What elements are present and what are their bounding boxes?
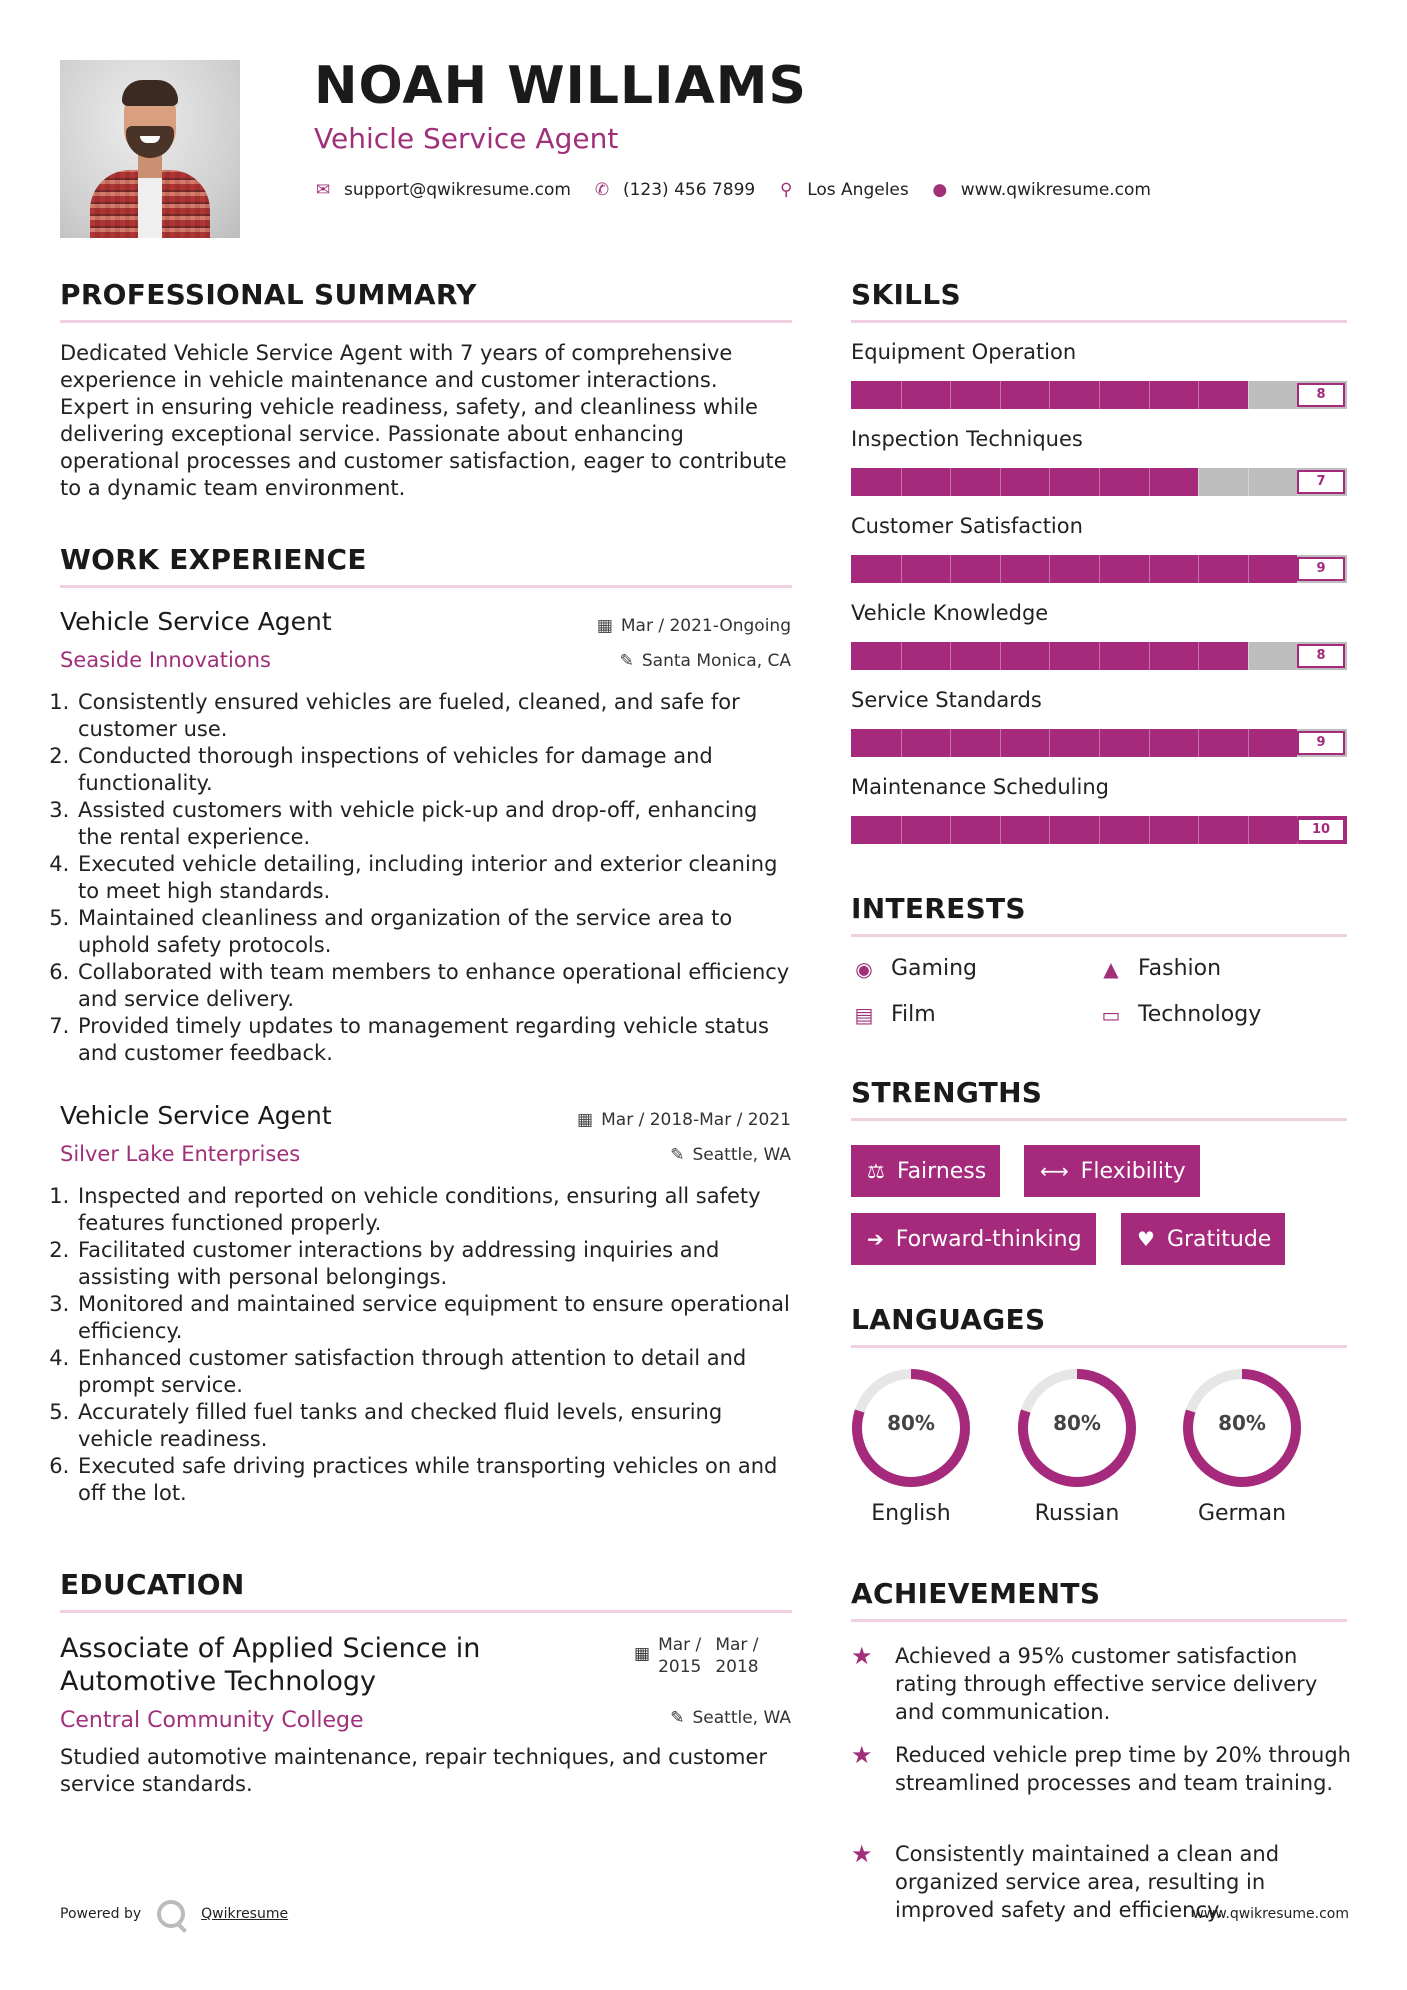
contact-phone[interactable]	[593, 180, 755, 200]
summary-heading: PROFESSIONAL SUMMARY	[60, 278, 477, 311]
skill-bar-segment	[1149, 555, 1150, 583]
list-item: 3. Monitored and maintained service equipment to ensure operational efficiency.	[76, 1291, 798, 1345]
skill-name: Service Standards	[851, 688, 1042, 712]
footer-branding	[60, 1900, 288, 1928]
skill-bar-segment	[1049, 381, 1050, 409]
summary-divider	[60, 320, 792, 323]
strength-label: Flexibility	[1080, 1158, 1186, 1184]
skill-bar-segment	[1248, 642, 1249, 670]
skill-bar-segment	[1000, 468, 1001, 496]
job-2-location-text: Seattle, WA	[692, 1145, 791, 1165]
skill-bar-segment	[1248, 816, 1249, 844]
strength-label: Fairness	[896, 1158, 987, 1184]
skill-bar-segment	[1099, 816, 1100, 844]
education-end-top: Mar /	[715, 1635, 759, 1655]
skill-bar-segment	[1198, 642, 1199, 670]
phone-text: (123) 456 7899	[622, 180, 756, 200]
skill-bar-segment	[901, 816, 902, 844]
strengths-divider	[851, 1118, 1347, 1121]
institution-name: Central Community College	[60, 1708, 364, 1733]
skill-level: 9	[1297, 731, 1345, 755]
skill-bar-segment	[950, 555, 951, 583]
language-percent: 80%	[887, 1411, 935, 1435]
candidate-role: Vehicle Service Agent	[314, 122, 619, 155]
list-item: 1. Inspected and reported on vehicle conditions, ensuring all safety features functioned properly.	[76, 1183, 798, 1237]
interest-label: Technology	[1138, 1002, 1262, 1027]
skill-bar-fill	[851, 555, 1297, 583]
language-name: Russian	[1034, 1501, 1120, 1526]
list-item: 6. Executed safe driving practices while transporting vehicles on and off the lot.	[76, 1453, 798, 1507]
skill-level: 8	[1297, 383, 1345, 407]
achievement-text: Achieved a 95% customer satisfaction rating through effective service delivery and communication.	[895, 1644, 1318, 1724]
job-2-company: Silver Lake Enterprises	[60, 1142, 301, 1166]
skill-name: Customer Satisfaction	[851, 514, 1083, 538]
skill-bar-segment	[1198, 381, 1199, 409]
skill-bar	[851, 816, 1347, 844]
skill-bar-segment	[950, 729, 951, 757]
language-percent: 80%	[1053, 1411, 1101, 1435]
interests-heading: INTERESTS	[851, 892, 1026, 925]
skill-bar-segment	[1248, 729, 1249, 757]
skill-bar-segment	[1000, 381, 1001, 409]
skill-bar-segment	[901, 729, 902, 757]
skill-bar-segment	[1248, 555, 1249, 583]
star-icon: ★	[851, 1642, 873, 1670]
strength-label: Gratitude	[1166, 1226, 1272, 1252]
skill-bar-segment	[1000, 642, 1001, 670]
strength-badge-flexibility	[1024, 1145, 1200, 1197]
skill-bar-segment	[950, 468, 951, 496]
language-percent: 80%	[1218, 1411, 1266, 1435]
skill-bar-fill	[851, 468, 1198, 496]
list-item: 1. Consistently ensured vehicles are fueled, cleaned, and safe for customer use.	[76, 689, 798, 743]
brand-link[interactable]: Qwikresume	[201, 1906, 289, 1922]
skill-bar-segment	[1099, 729, 1100, 757]
skill-bar-segment	[1198, 468, 1199, 496]
skill-bar	[851, 555, 1347, 583]
pin-icon: ✎	[670, 1708, 685, 1728]
language-russian	[1016, 1367, 1138, 1526]
job-1-location-text: Santa Monica, CA	[641, 651, 791, 671]
skill-bar-segment	[1099, 381, 1100, 409]
skill-bar-segment	[950, 816, 951, 844]
powered-by-text: Powered by	[60, 1906, 142, 1922]
job-2-location	[670, 1145, 791, 1165]
education-divider	[60, 1610, 792, 1613]
skill-name: Inspection Techniques	[851, 427, 1083, 451]
skill-level: 8	[1297, 644, 1345, 668]
experience-heading: WORK EXPERIENCE	[60, 543, 367, 576]
education-dates	[634, 1634, 759, 1678]
list-item: 4. Executed vehicle detailing, including interior and exterior cleaning to meet high standards.	[76, 851, 798, 905]
job-1-location	[620, 651, 791, 671]
list-item: 5. Maintained cleanliness and organization of the service area to uphold safety protocols.	[76, 905, 798, 959]
skill-bar	[851, 729, 1347, 757]
skill-bar-segment	[1049, 729, 1050, 757]
job-1-dates	[597, 616, 791, 636]
languages-heading: LANGUAGES	[851, 1303, 1046, 1336]
skill-bar-segment	[950, 381, 951, 409]
achievements-divider	[851, 1619, 1347, 1622]
education-start-bottom: 2015	[658, 1657, 702, 1677]
skill-bar-segment	[1099, 555, 1100, 583]
skill-level: 10	[1297, 818, 1345, 842]
education-end	[715, 1634, 758, 1678]
arrow-right-icon: ➔	[867, 1227, 884, 1251]
skill-bar	[851, 642, 1347, 670]
globe-icon: ●	[932, 180, 948, 200]
laptop-icon: ▭	[1101, 1002, 1121, 1027]
interest-label: Fashion	[1138, 956, 1222, 981]
skill-bar-segment	[1049, 642, 1050, 670]
degree-title: Associate of Applied Science in Automotive Technology	[60, 1633, 481, 1697]
skill-level: 9	[1297, 557, 1345, 581]
interest-label: Gaming	[891, 956, 977, 981]
list-item: 6. Collaborated with team members to enhance operational efficiency and service delivery.	[76, 959, 798, 1013]
achievement-item	[851, 1642, 1351, 1726]
skill-bar-segment	[1099, 468, 1100, 496]
skill-bar-fill	[851, 729, 1297, 757]
achievement-text: Reduced vehicle prep time by 20% through streamlined processes and team training.	[895, 1743, 1351, 1795]
skill-bar-segment	[1198, 729, 1199, 757]
pin-icon: ✎	[619, 651, 634, 671]
skill-bar-segment	[901, 642, 902, 670]
skill-bar	[851, 381, 1347, 409]
skill-bar-segment	[950, 642, 951, 670]
experience-divider	[60, 585, 792, 588]
calendar-icon: ▦	[634, 1644, 651, 1664]
education-description: Studied automotive maintenance, repair techniques, and customer service standards.	[60, 1745, 768, 1796]
skill-bar-segment	[1149, 468, 1150, 496]
skill-bar-segment	[1000, 729, 1001, 757]
profile-photo	[60, 60, 240, 238]
skills-divider	[851, 320, 1347, 323]
skills-heading: SKILLS	[851, 278, 961, 311]
envelope-icon: ✉	[315, 180, 331, 200]
star-icon: ★	[851, 1840, 873, 1868]
candidate-name: NOAH WILLIAMS	[314, 56, 807, 116]
languages-divider	[851, 1345, 1347, 1348]
education-location-text: Seattle, WA	[692, 1708, 791, 1728]
interest-item-fashion	[1098, 956, 1221, 981]
arrows-horizontal-icon: ⟷	[1040, 1159, 1069, 1183]
list-item: 4. Enhanced customer satisfaction through attention to detail and prompt service.	[76, 1345, 798, 1399]
education-end-bottom: 2018	[715, 1657, 759, 1677]
list-item: 2. Conducted thorough inspections of vehicles for damage and functionality.	[76, 743, 798, 797]
job-1-title: Vehicle Service Agent	[60, 607, 332, 636]
skill-name: Vehicle Knowledge	[851, 601, 1049, 625]
contact-website[interactable]	[931, 180, 1151, 200]
skill-bar-segment	[1149, 642, 1150, 670]
achievements-heading: ACHIEVEMENTS	[851, 1577, 1101, 1610]
language-name: German	[1197, 1501, 1287, 1526]
skill-bar-segment	[1149, 381, 1150, 409]
job-2-dates	[577, 1110, 791, 1130]
skill-bar	[851, 468, 1347, 496]
gamepad-icon: ◉	[855, 956, 873, 981]
qwikresume-logo-icon	[157, 1900, 185, 1928]
job-2-bullets	[58, 1183, 798, 1507]
strength-badge-forward-thinking	[851, 1213, 1096, 1265]
star-icon: ★	[851, 1741, 873, 1769]
list-item: 2. Facilitated customer interactions by addressing inquiries and assisting with personal belongings.	[76, 1237, 798, 1291]
calendar-icon: ▦	[596, 616, 613, 636]
interest-item-film	[851, 1002, 936, 1027]
skill-bar-segment	[1198, 816, 1199, 844]
skill-name: Equipment Operation	[851, 340, 1077, 364]
language-german	[1181, 1367, 1303, 1526]
skill-bar-segment	[1248, 381, 1249, 409]
interests-divider	[851, 934, 1347, 937]
strength-badge-fairness	[851, 1145, 1000, 1197]
skill-name: Maintenance Scheduling	[851, 775, 1109, 799]
skill-bar-segment	[1198, 555, 1199, 583]
footer-site-link[interactable]: www.qwikresume.com	[1192, 1906, 1349, 1922]
strengths-heading: STRENGTHS	[851, 1076, 1043, 1109]
skill-bar-segment	[901, 381, 902, 409]
calendar-icon: ▦	[577, 1110, 594, 1130]
skill-bar-segment	[1149, 729, 1150, 757]
skill-bar-segment	[1149, 816, 1150, 844]
job-1-company: Seaside Innovations	[60, 648, 271, 672]
skill-bar-segment	[901, 555, 902, 583]
contact-bar	[314, 180, 1173, 200]
skill-bar-segment	[1049, 468, 1050, 496]
skill-bar-segment	[1000, 816, 1001, 844]
education-location	[670, 1708, 791, 1728]
education-heading: EDUCATION	[60, 1568, 245, 1601]
language-english	[850, 1367, 972, 1526]
job-1-bullets	[58, 689, 798, 1067]
website-text: www.qwikresume.com	[960, 180, 1151, 200]
contact-email[interactable]	[314, 180, 571, 200]
achievement-item	[851, 1741, 1351, 1797]
skill-bar-segment	[1049, 816, 1050, 844]
pin-icon: ✎	[670, 1145, 685, 1165]
heart-icon: ♥	[1137, 1227, 1155, 1251]
interest-item-gaming	[851, 956, 977, 981]
list-item: 5. Accurately filled fuel tanks and checked fluid levels, ensuring vehicle readiness.	[76, 1399, 798, 1453]
shopping-bag-icon: ▲	[1103, 956, 1119, 981]
interest-label: Film	[891, 1002, 936, 1027]
email-text: support@qwikresume.com	[344, 180, 571, 200]
skill-bar-segment	[1099, 642, 1100, 670]
interest-item-technology	[1098, 1002, 1261, 1027]
skill-bar-segment	[1000, 555, 1001, 583]
job-2-title: Vehicle Service Agent	[60, 1101, 332, 1130]
skill-level: 7	[1297, 470, 1345, 494]
skill-bar-segment	[1248, 468, 1249, 496]
skill-bar-segment	[901, 468, 902, 496]
map-marker-icon: ⚲	[779, 180, 793, 200]
list-item: 3. Assisted customers with vehicle pick-up and drop-off, enhancing the rental experience.	[76, 797, 798, 851]
contact-location	[777, 180, 909, 200]
job-2-dates-text: Mar / 2018-Mar / 2021	[601, 1110, 791, 1130]
location-text: Los Angeles	[807, 180, 909, 200]
phone-icon: ✆	[594, 180, 610, 200]
language-name: English	[871, 1501, 951, 1526]
job-1-dates-text: Mar / 2021-Ongoing	[620, 616, 791, 636]
summary-text: Dedicated Vehicle Service Agent with 7 years of comprehensive experience in vehicle maintenance and customer interactions. Expert in ensuring vehicle readiness, safety, and cleanliness while delivering exceptional service. Passionate about enhancing operational processes and customer satisfaction, eager to contribute to a dynamic team environment.	[60, 341, 787, 500]
strength-badge-gratitude	[1121, 1213, 1285, 1265]
achievement-text: Consistently maintained a clean and organized service area, resulting in improved safety and efficiency.	[895, 1842, 1280, 1922]
skill-bar-segment	[1049, 555, 1050, 583]
education-start-top: Mar /	[658, 1635, 702, 1655]
strength-label: Forward-thinking	[895, 1226, 1082, 1252]
balance-scale-icon: ⚖	[867, 1159, 885, 1183]
film-icon: ▤	[854, 1002, 874, 1027]
education-start	[658, 1634, 701, 1678]
list-item: 7. Provided timely updates to management regarding vehicle status and customer feedback.	[76, 1013, 798, 1067]
